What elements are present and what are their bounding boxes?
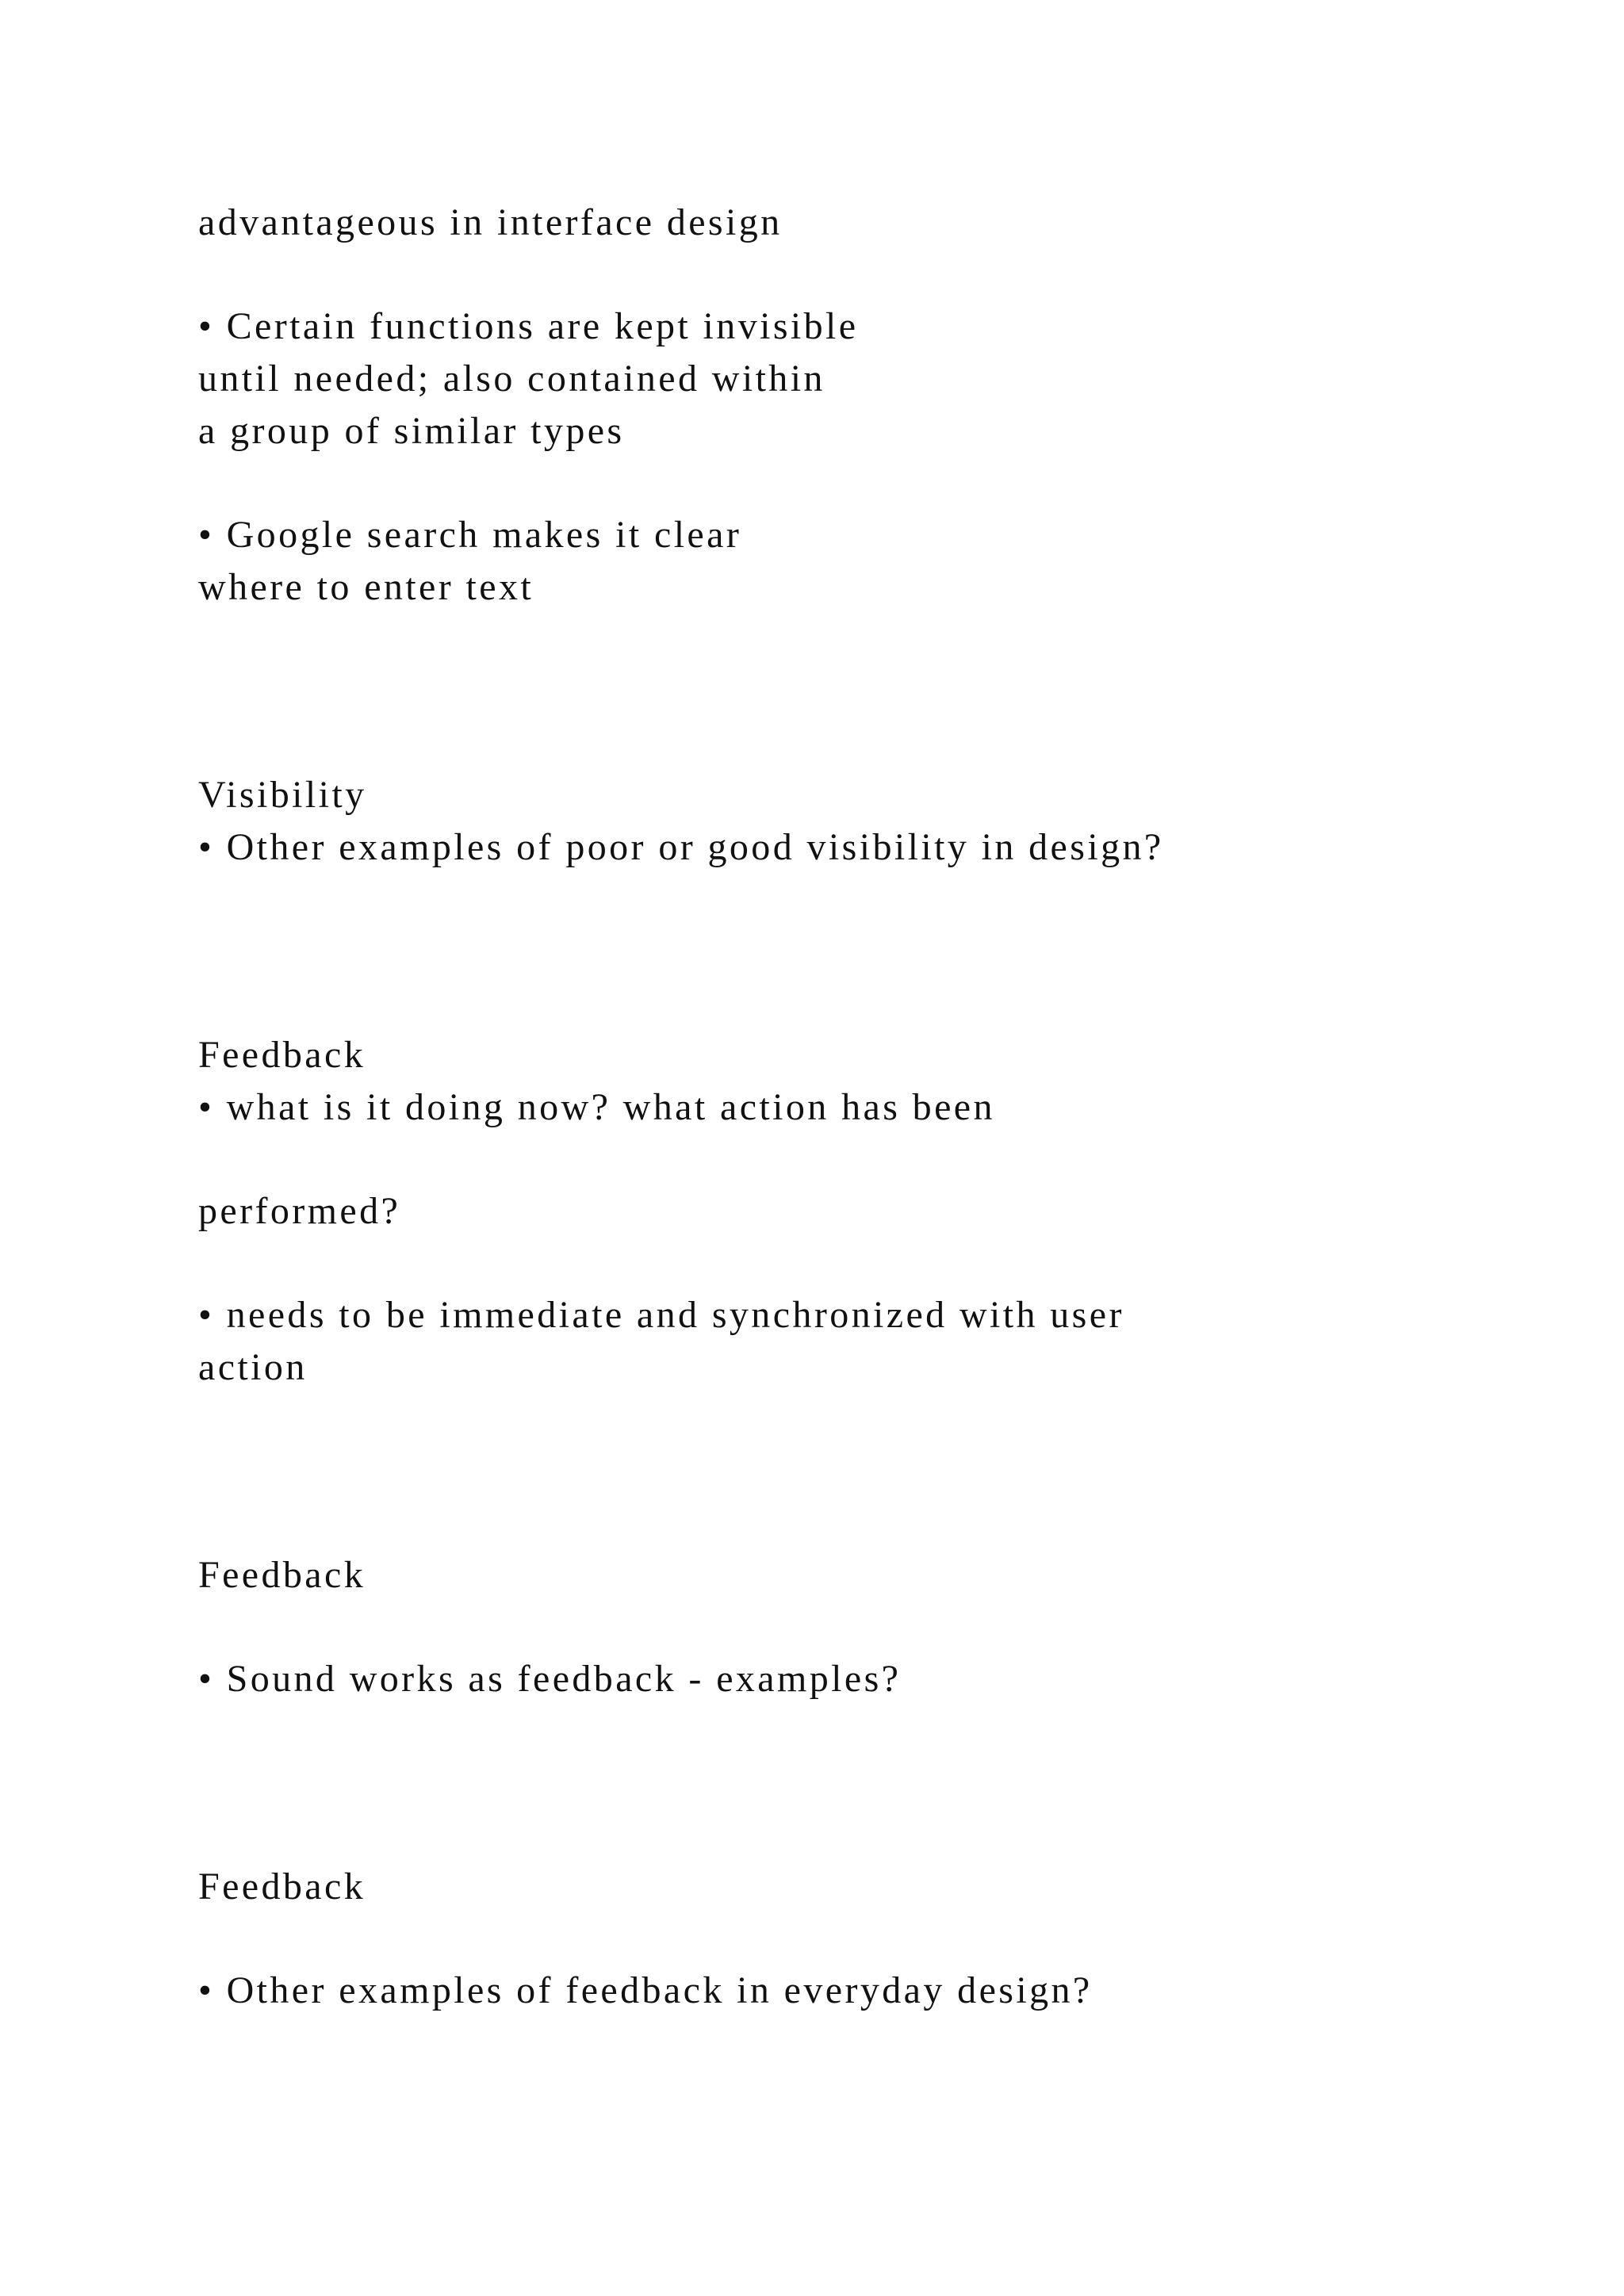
text-line: until needed; also contained within (198, 358, 825, 400)
bullet-line: • Google search makes it clear (198, 514, 742, 556)
text-line: a group of similar types (198, 410, 625, 452)
bullet-line: • Certain functions are kept invisible (198, 305, 859, 347)
text-line: performed? (198, 1190, 401, 1232)
section-heading-feedback: Feedback (198, 1034, 366, 1076)
text-line: action (198, 1346, 308, 1388)
bullet-line: • needs to be immediate and synchronized with user (198, 1294, 1124, 1336)
section-heading-visibility: Visibility (198, 774, 367, 816)
section-heading-feedback: Feedback (198, 1554, 366, 1596)
text-line: where to enter text (198, 566, 534, 608)
section-heading-feedback: Feedback (198, 1866, 366, 1908)
bullet-line: • Other examples of feedback in everyday design? (198, 1969, 1093, 2011)
bullet-line: • what is it doing now? what action has been (198, 1086, 995, 1128)
text-line: advantageous in interface design (198, 201, 783, 243)
bullet-line: • Sound works as feedback - examples? (198, 1658, 902, 1700)
bullet-line: • Other examples of poor or good visibility in design? (198, 826, 1164, 868)
